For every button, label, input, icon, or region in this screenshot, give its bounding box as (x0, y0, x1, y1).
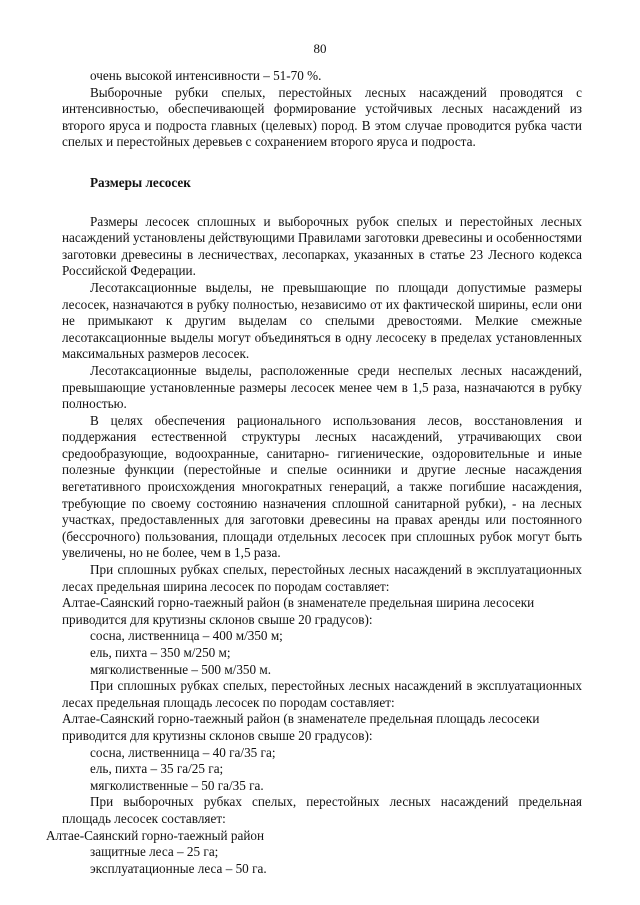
paragraph-intensity: очень высокой интенсивности – 51-70 %. (90, 68, 322, 83)
list-item: мягколиственные – 50 га/35 га. (90, 777, 264, 793)
paragraph-cut-sizes: Размеры лесосек сплошных и выборочных рубок спелых и перестойных лесных насаждений установлены действующими Правилами заготовки древесины и особенностями заготовки древесины в лесничествах, лесопарках, указанных в статье 23 Лесного кодекса Российской Федерации. (62, 213, 582, 279)
page-number: 80 (313, 41, 327, 56)
list-item: ель, пихта – 35 га/25 га; (90, 761, 224, 777)
list-item: защитные леса – 25 га; (90, 844, 219, 860)
list-item: сосна, лиственница – 40 га/35 га; (90, 744, 276, 760)
list-item: ель, пихта – 350 м/250 м; (90, 645, 231, 660)
list-item: мягколиственные – 500 м/350 м. (90, 661, 272, 677)
area-list (62, 745, 582, 795)
paragraph-selective-cuts: Выборочные рубки спелых, перестойных лесных насаждений проводятся с интенсивностью, обеспечивающей формирование устойчивых лесных насаждений из второго яруса и подроста главных (целевых) пород. В этом случае проводится рубка части спелых и перестойных деревьев с сохранением второго яруса и подроста. (62, 84, 582, 150)
paragraph-taxation-units: Лесотаксационные выделы, не превышающие по площади допустимые размеры лесосек, назначаются в рубку полностью, независимо от их фактической ширины, если они не примыкают к другим выделам со спелыми древостоями. Мелкие смежные лесотаксационные выделы могут объединяться в одну лесосеку в пределах установленных максимальных размеров лесосек. (62, 279, 582, 362)
paragraph-rational-use: В целях обеспечения рационального использования лесов, восстановления и поддержания естественной структуры лесных насаждений, утрачивающих свои средообразующие, водоохранные, санитарно- гигиенические, оздоровительные и иные полезные функции (перестойные и спелые осинники и другие лесные насаждения вегетативного происхождения многократных генераций, а также погибшие насаждения, требующие по своему состоянию назначения сплошной санитарной рубки), - на лесных участках, предоставленных для заготовки древесины на правах аренды или постоянного (бессрочного) пользования, площади отдельных лесосек при сплошных рубок могут быть увеличены, но не более, чем в 1,5 раза. (62, 412, 582, 561)
section-heading: Размеры лесосек (90, 174, 191, 190)
paragraph-unripe-stands: Лесотаксационные выделы, расположенные среди неспелых лесных насаждений, превышающие установленные размеры лесосек менее чем в 1,5 раза, назначаются в рубку полностью. (62, 362, 582, 412)
paragraph-selective-area: При выборочных рубках спелых, перестойных лесных насаждений предельная площадь лесосек составляет: (62, 794, 582, 826)
width-list (62, 628, 582, 678)
selective-list (62, 844, 582, 877)
paragraph-region-width: Алтае-Саянский горно-таежный район (в знаменателе предельная ширина лесосеки приводится для крутизны склонов свыше 20 градусов): (62, 595, 535, 627)
list-item: сосна, лиственница – 400 м/350 м; (90, 628, 283, 644)
paragraph-region-area: Алтае-Саянский горно-таежный район (в знаменателе предельная площадь лесосеки приводится для крутизны склонов свыше 20 градусов): (62, 711, 540, 743)
paragraph-max-width: При сплошных рубках спелых, перестойных лесных насаждений в эксплуатационных лесах предельная ширина лесосек по породам составляет: (62, 562, 582, 594)
list-item: эксплуатационные леса – 50 га. (90, 860, 267, 876)
paragraph-max-area: При сплошных рубках спелых, перестойных лесных насаждений в эксплуатационных лесах предельная площадь лесосек по породам составляет: (62, 678, 582, 710)
document-body (46, 68, 582, 877)
paragraph-region-selective: Алтае-Саянский горно-таежный район (46, 827, 265, 843)
